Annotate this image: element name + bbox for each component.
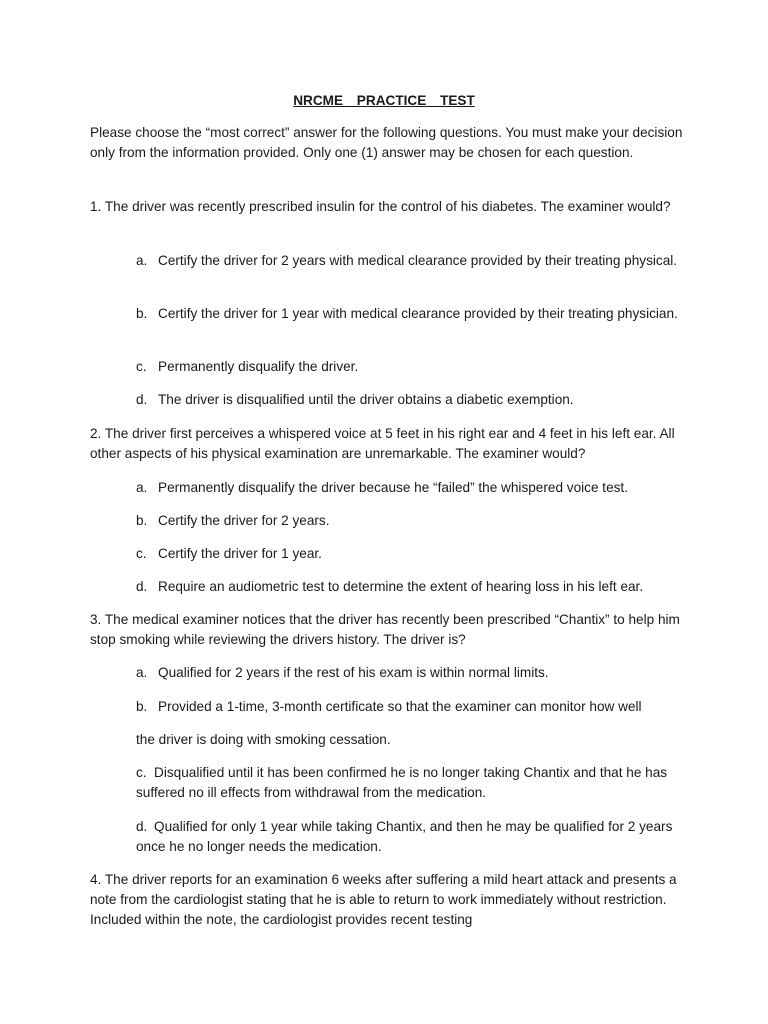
option-text: Provided a 1-time, 3-month certificate so that the examiner can monitor how well (158, 699, 642, 714)
question-2-stem: 2. The driver first perceives a whispered voice at 5 feet in his right ear and 4 feet in his left ear. All other aspects of his physical examination are unremarkable. The examiner would? (90, 426, 675, 461)
question-2-option-a (136, 478, 681, 498)
option-letter: c. (136, 546, 147, 561)
option-letter: b. (136, 306, 148, 321)
page-title: NRCME PRACTICE TEST (293, 93, 475, 108)
question-1-option-b (136, 304, 681, 324)
option-text: Permanently disqualify the driver. (158, 359, 359, 374)
option-letter: c. (136, 765, 147, 780)
question-3-option-b-continued (136, 730, 681, 750)
option-letter: a. (136, 480, 148, 495)
question-3-option-a (136, 663, 681, 683)
option-text: Qualified for 2 years if the rest of his exam is within normal limits. (158, 665, 549, 680)
question-2-option-d (136, 577, 681, 597)
option-text: Qualified for only 1 year while taking Chantix, and then he may be qualified for 2 years once he no longer needs the medication. (136, 819, 673, 854)
option-text: Disqualified until it has been confirmed he is no longer taking Chantix and that he has suffered no ill effects from withdrawal from the medication. (136, 765, 668, 800)
question-3-option-c (136, 763, 681, 803)
option-letter: c. (136, 359, 147, 374)
option-text: The driver is disqualified until the driver obtains a diabetic exemption. (158, 392, 574, 407)
question-3-stem: 3. The medical examiner notices that the driver has recently been prescribed “Chantix” to help him stop smoking while reviewing the drivers history. The driver is? (90, 612, 680, 647)
option-text: Require an audiometric test to determine the extent of hearing loss in his left ear. (158, 579, 644, 594)
question-3-option-d (136, 817, 681, 857)
option-letter: a. (136, 665, 148, 680)
question-4-stem: 4. The driver reports for an examination 6 weeks after suffering a mild heart attack and presents a note from the cardiologist stating that he is able to return to work immediately without restriction. Included within the note, the cardiologist provides recent testing (90, 872, 677, 927)
option-letter: d. (136, 819, 148, 834)
option-letter: b. (136, 699, 148, 714)
question-2-option-c (136, 544, 681, 564)
option-text: the driver is doing with smoking cessation. (136, 732, 391, 747)
option-text: Certify the driver for 1 year with medical clearance provided by their treating physician. (158, 306, 678, 321)
question-1-stem: 1. The driver was recently prescribed insulin for the control of his diabetes. The examiner would? (90, 199, 671, 214)
option-text: Certify the driver for 2 years with medical clearance provided by their treating physical. (158, 253, 678, 268)
instructions-paragraph: Please choose the “most correct” answer for the following questions. You must make your decision only from the information provided. Only one (1) answer may be chosen for each question. (90, 125, 683, 160)
option-letter: b. (136, 513, 148, 528)
option-letter: a. (136, 253, 148, 268)
option-letter: d. (136, 392, 148, 407)
option-letter: d. (136, 579, 148, 594)
option-text: Permanently disqualify the driver because he “failed” the whispered voice test. (158, 480, 628, 495)
question-1-option-c (136, 357, 681, 377)
question-1-option-a (136, 251, 681, 271)
option-text: Certify the driver for 2 years. (158, 513, 330, 528)
question-1-option-d (136, 390, 681, 410)
question-2-option-b (136, 511, 681, 531)
option-text: Certify the driver for 1 year. (158, 546, 322, 561)
question-3-option-b (136, 697, 681, 717)
